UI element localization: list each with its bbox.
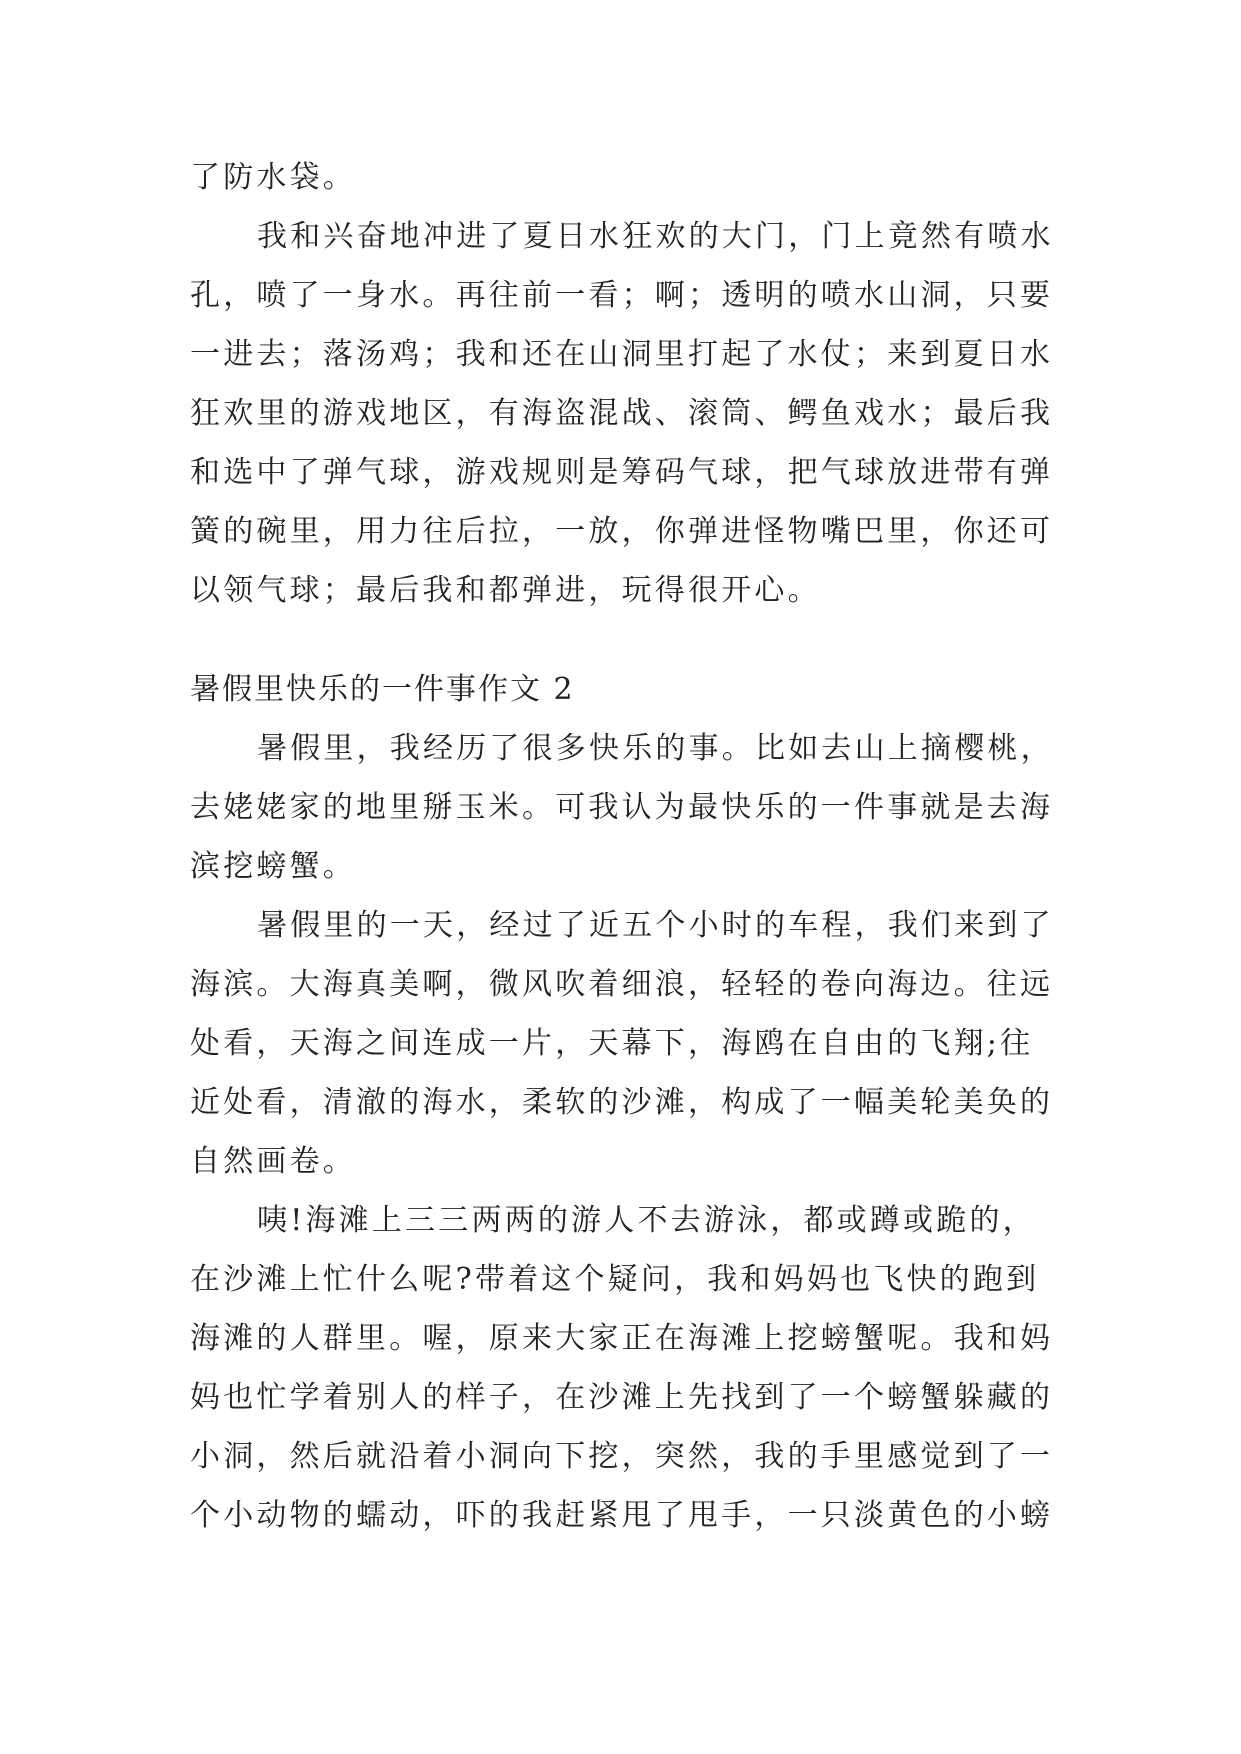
- text-line: 个小动物的蠕动，吓的我赶紧甩了甩手，一只淡黄色的小螃: [190, 1498, 1054, 1533]
- text-line: 妈也忙学着别人的样子，在沙滩上先找到了一个螃蟹躲藏的: [190, 1380, 1054, 1415]
- text-line: 在沙滩上忙什么呢?带着这个疑问，我和妈妈也飞快的跑到: [190, 1262, 1040, 1297]
- text-line: 小洞，然后就沿着小洞向下挖，突然，我的手里感觉到了一: [190, 1439, 1054, 1474]
- text-line: 海滩的人群里。喔，原来大家正在海滩上挖螃蟹呢。我和妈: [190, 1321, 1054, 1356]
- text-line: 暑假里，我经历了很多快乐的事。比如去山上摘樱桃，: [257, 731, 1054, 766]
- text-line: 海滨。大海真美啊，微风吹着细浪，轻轻的卷向海边。往远: [190, 967, 1054, 1002]
- text-line: 以领气球；最后我和都弹进，玩得很开心。: [190, 573, 821, 608]
- section-title: 暑假里快乐的一件事作文 2: [190, 672, 575, 707]
- text-line: 处看，天海之间连成一片，天幕下，海鸥在自由的飞翔;往: [190, 1026, 1034, 1061]
- text-line: 狂欢里的游戏地区，有海盗混战、滚筒、鳄鱼戏水；最后我: [190, 396, 1054, 431]
- text-line: 近处看，清澈的海水，柔软的沙滩，构成了一幅美轮美奂的: [190, 1085, 1054, 1120]
- text-line: 咦!海滩上三三两两的游人不去游泳，都或蹲或跪的，: [257, 1203, 1036, 1238]
- text-line: 孔，喷了一身水。再往前一看；啊；透明的喷水山洞，只要: [190, 278, 1054, 313]
- text-line: 了防水袋。: [190, 160, 356, 195]
- text-line: 和选中了弹气球，游戏规则是筹码气球，把气球放进带有弹: [190, 455, 1054, 490]
- text-line: 簧的碗里，用力往后拉，一放，你弹进怪物嘴巴里，你还可: [190, 514, 1054, 549]
- text-line: 自然画卷。: [190, 1144, 356, 1179]
- document-body: [190, 148, 1054, 1545]
- text-line: 一进去；落汤鸡；我和还在山洞里打起了水仗；来到夏日水: [190, 337, 1054, 372]
- text-line: 滨挖螃蟹。: [190, 849, 356, 884]
- paragraph-water-park: [190, 207, 1054, 620]
- paragraph-seaside: [190, 896, 1054, 1191]
- text-line: 暑假里的一天，经过了近五个小时的车程，我们来到了: [257, 908, 1054, 943]
- paragraph-crab-digging: [190, 1191, 1054, 1545]
- text-line: 去姥姥家的地里掰玉米。可我认为最快乐的一件事就是去海: [190, 790, 1054, 825]
- paragraph-intro: [190, 719, 1054, 896]
- paragraph-continued: [190, 148, 1050, 207]
- text-line: 我和兴奋地冲进了夏日水狂欢的大门，门上竟然有喷水: [257, 219, 1054, 254]
